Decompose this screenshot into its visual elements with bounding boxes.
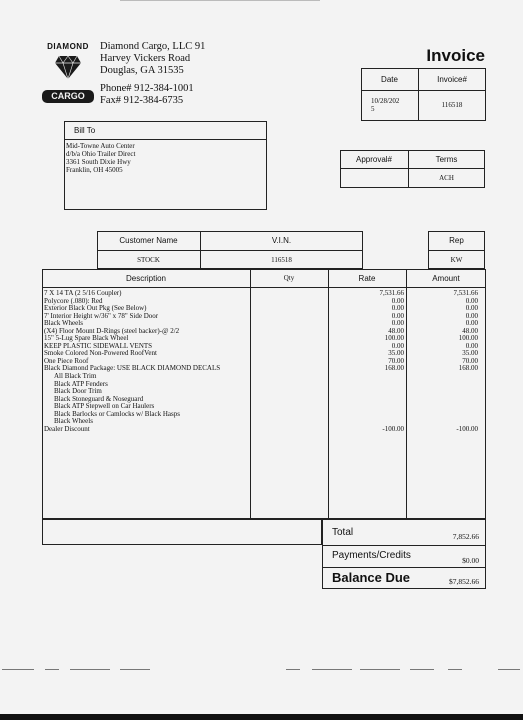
bill-to-label: Bill To bbox=[74, 126, 96, 135]
vin-label: V.I.N. bbox=[271, 236, 292, 245]
table-row-rate bbox=[330, 396, 404, 404]
table-row-rate: 168.00 bbox=[384, 364, 404, 373]
table-row-rate bbox=[330, 388, 404, 396]
table-row-description: Black Barlocks or Camlocks w/ Black Hasps bbox=[54, 409, 180, 418]
table-row-description: 7' Interior Height w/36" x 78" Side Door bbox=[44, 311, 159, 320]
invoice-number-value: 116518 bbox=[441, 101, 463, 109]
table-row-amount: 70.00 bbox=[462, 356, 478, 365]
table-row-description: Black ATP Stepwell on Car Haulers bbox=[54, 402, 155, 411]
table-row-amount bbox=[408, 396, 478, 404]
company-info bbox=[100, 41, 205, 107]
table-row-amount: -100.00 bbox=[456, 424, 478, 433]
table-row-amount: 168.00 bbox=[458, 364, 478, 373]
table-row-rate: 48.00 bbox=[388, 326, 404, 335]
table-row-amount: 0.00 bbox=[465, 341, 478, 350]
qty-header: Qty bbox=[283, 274, 295, 282]
amount-column bbox=[408, 290, 478, 433]
company-name: Diamond Cargo, LLC 91 bbox=[100, 41, 206, 52]
date-label: Date bbox=[381, 74, 398, 84]
table-row-amount: 7,531.66 bbox=[453, 289, 478, 297]
rep-value: KW bbox=[450, 255, 463, 264]
table-row-rate bbox=[330, 381, 404, 389]
table-row-description: Dealer Discount bbox=[44, 424, 90, 433]
terms-value: ACH bbox=[439, 174, 454, 182]
logo bbox=[40, 42, 96, 104]
logo-bottom-text: CARGO bbox=[42, 90, 94, 103]
approval-label: Approval# bbox=[355, 154, 393, 164]
table-row-description: Black Wheels bbox=[44, 319, 83, 328]
total-label: Total bbox=[332, 527, 354, 538]
table-row-rate: 0.00 bbox=[391, 304, 404, 313]
table-row-description: Black ATP Fenders bbox=[54, 379, 108, 388]
table-row-rate: 100.00 bbox=[384, 334, 404, 343]
company-fax: Fax# 912-384-6735 bbox=[100, 95, 184, 106]
customer-name-value: STOCK bbox=[137, 255, 160, 264]
table-row-rate: -100.00 bbox=[382, 424, 404, 433]
rep-label: Rep bbox=[449, 236, 464, 245]
terms-label: Terms bbox=[435, 154, 458, 164]
memo-area bbox=[42, 519, 322, 545]
table-row-description: 15" 5-Lug Spare Black Wheel bbox=[44, 334, 129, 343]
description-header: Description bbox=[125, 273, 166, 283]
table-row-amount: 0.00 bbox=[465, 319, 478, 328]
table-row-description: Black Stoneguard & Noseguard bbox=[54, 394, 144, 403]
table-row-amount: 0.00 bbox=[465, 304, 478, 313]
table-row-description: Exterior Black Out Pkg (See Below) bbox=[44, 304, 147, 313]
table-row-amount bbox=[408, 373, 478, 381]
amount-header: Amount bbox=[432, 273, 460, 283]
payments-label: Payments/Credits bbox=[332, 550, 411, 561]
table-row-rate bbox=[330, 373, 404, 381]
table-row-rate: 7,531.66 bbox=[379, 289, 404, 297]
table-row-amount bbox=[408, 388, 478, 396]
table-row-rate: 0.00 bbox=[391, 319, 404, 328]
company-address1: Harvey Vickers Road bbox=[100, 53, 191, 64]
footer-dashes bbox=[0, 669, 523, 671]
table-row-description: All Black Trim bbox=[54, 372, 97, 381]
vin-value: 116518 bbox=[271, 255, 292, 264]
table-row-description: 7 X 14 TA (2 5/16 Coupler) bbox=[44, 289, 122, 297]
rate-column bbox=[330, 290, 404, 433]
page-bottom-edge bbox=[0, 714, 523, 720]
table-row-description: Black Diamond Package: USE BLACK DIAMOND DECALS bbox=[44, 364, 221, 373]
rate-header: Rate bbox=[358, 273, 376, 283]
table-row-description: One Piece Roof bbox=[44, 356, 89, 365]
table-row-amount: 48.00 bbox=[462, 326, 478, 335]
description-column bbox=[44, 290, 248, 433]
balance-due-label: Balance Due bbox=[332, 570, 411, 585]
date-value: 10/28/202 5 bbox=[371, 97, 400, 113]
table-row-rate: 35.00 bbox=[388, 349, 404, 358]
table-row-amount: 0.00 bbox=[465, 311, 478, 320]
page-top-edge bbox=[120, 0, 320, 1]
table-row-amount: 100.00 bbox=[458, 334, 478, 343]
balance-due-value: $7,852.66 bbox=[449, 577, 479, 586]
table-row-description: Black Door Trim bbox=[54, 387, 102, 396]
table-row-rate bbox=[330, 411, 404, 419]
table-row-amount: 0.00 bbox=[465, 296, 478, 305]
invoice-number-label: Invoice# bbox=[437, 74, 467, 84]
total-value: 7,852.66 bbox=[452, 532, 479, 541]
table-row-amount bbox=[408, 403, 478, 411]
payments-value: $0.00 bbox=[462, 556, 479, 565]
table-row-amount bbox=[408, 381, 478, 389]
customer-name-label: Customer Name bbox=[119, 236, 178, 245]
table-row-rate bbox=[330, 403, 404, 411]
invoice-title: Invoice bbox=[426, 46, 485, 65]
diamond-icon bbox=[54, 54, 82, 80]
table-row-description: KEEP PLASTIC SIDEWALL VENTS bbox=[44, 341, 153, 350]
table-row-amount: 35.00 bbox=[462, 349, 478, 358]
table-row-rate: 70.00 bbox=[388, 356, 404, 365]
table-row-rate: 0.00 bbox=[391, 311, 404, 320]
bill-to-address: Mid-Towne Auto Center d/b/a Ohio Trailer Direct 3361 South Dixie Hwy Franklin, OH 45005 bbox=[66, 142, 136, 174]
logo-top-text: DIAMOND bbox=[47, 42, 89, 51]
company-address2: Douglas, GA 31535 bbox=[100, 65, 184, 76]
table-row-rate: 0.00 bbox=[391, 341, 404, 350]
approval-value bbox=[340, 168, 408, 188]
table-row-amount bbox=[408, 411, 478, 419]
company-phone: Phone# 912-384-1001 bbox=[100, 83, 194, 94]
table-row-description: Black Wheels bbox=[54, 417, 93, 426]
table-row-description: (X4) Floor Mount D-Rings (steel backer)-@ 2/2 bbox=[44, 326, 180, 335]
table-row-description: Polycore (.080): Red bbox=[44, 296, 103, 305]
table-row-rate: 0.00 bbox=[391, 296, 404, 305]
table-row-description: Smoke Colored Non-Powered RoofVent bbox=[44, 349, 157, 358]
